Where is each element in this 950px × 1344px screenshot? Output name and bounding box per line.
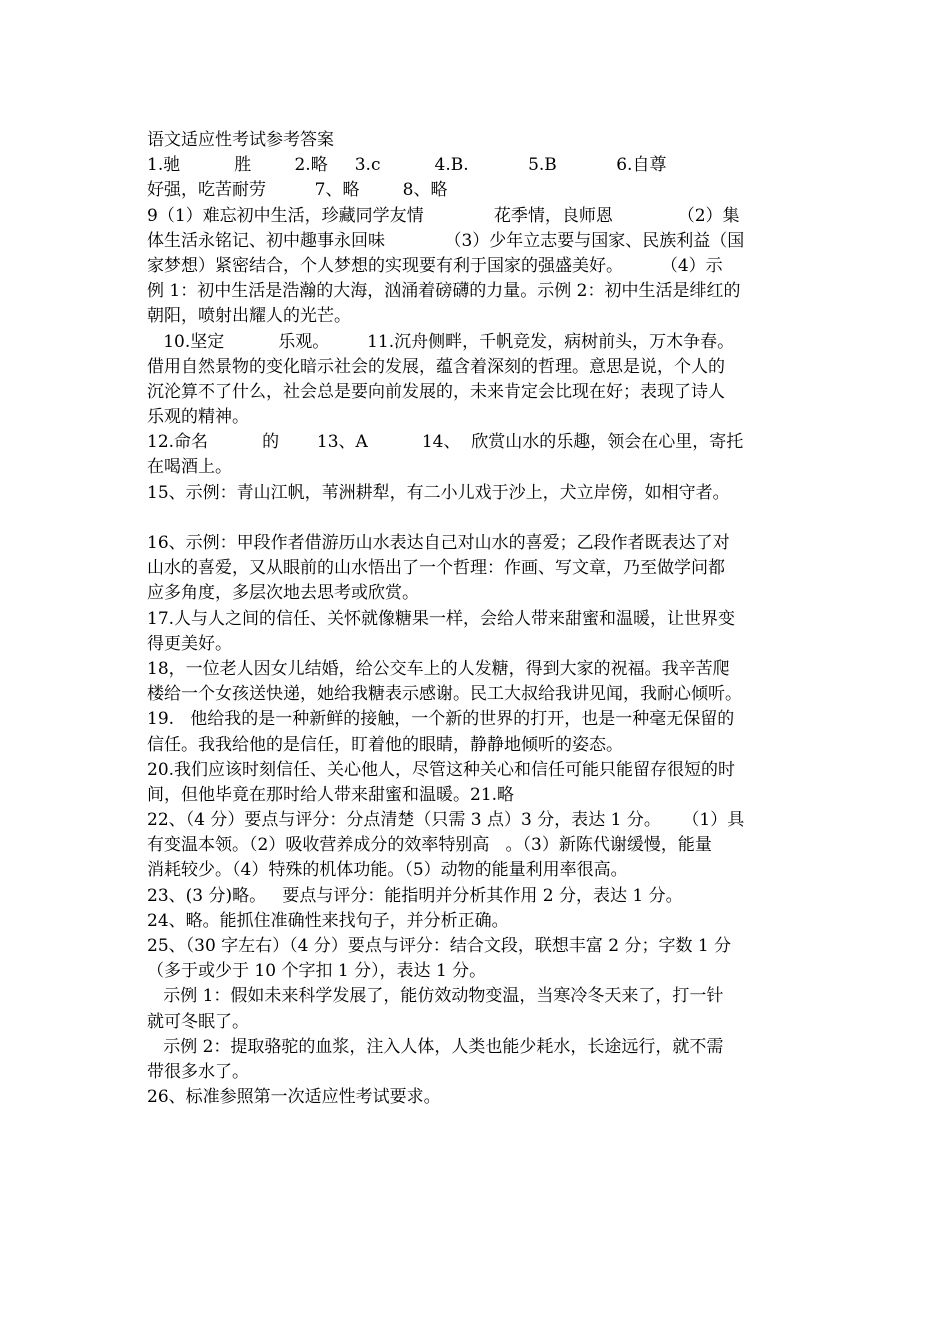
text-line: 10.坚定 乐观。 11.沉舟侧畔，千帆竞发，病树前头，万木争春。	[147, 331, 735, 352]
text-line: 在喝酒上。	[147, 457, 232, 478]
text-line: 朝阳，喷射出耀人的光芒。	[147, 306, 351, 327]
text-line: 借用自然景物的变化暗示社会的发展，蕴含着深刻的哲理。意思是说，个人的	[147, 356, 725, 377]
text-line: 有变温本领。（2）吸收营养成分的效率特别高 。（3）新陈代谢缓慢，能量	[147, 835, 712, 856]
text-line: 沉沦算不了什么，社会总是要向前发展的，未来肯定会比现在好；表现了诗人	[147, 381, 725, 402]
text-line: 示例 2：提取骆驼的血浆，注入人体，人类也能少耗水，长途远行，就不需	[147, 1036, 724, 1057]
blank-line	[147, 506, 810, 531]
text-line: 示例 1：假如未来科学发展了，能仿效动物变温，当寒冷冬天来了，打一针	[147, 986, 724, 1007]
text-line: 应多角度，多层次地去思考或欣赏。	[147, 583, 419, 604]
text-line: 乐观的精神。	[147, 407, 249, 428]
text-line: 信任。我我给他的是信任，盯着他的眼睛，静静地倾听的姿态。	[147, 734, 623, 755]
text-line: 得更美好。	[147, 633, 232, 654]
text-line: 楼给一个女孩送快递，她给我糖表示感谢。民工大叔给我讲见闻，我耐心倾听。	[147, 684, 742, 705]
text-line: 好强，吃苦耐劳 7、略 8、略	[147, 180, 448, 201]
text-line: 间，但他毕竟在那时给人带来甜蜜和温暖。21.略	[147, 784, 515, 805]
text-line: 就可冬眠了。	[147, 1011, 249, 1032]
text-line: 12.命名 的 13、A 14、 欣赏山水的乐趣，领会在心里，寄托	[147, 432, 744, 453]
text-line: 带很多水了。	[147, 1061, 249, 1082]
text-line: 20.我们应该时刻信任、关心他人，尽管这种关心和信任可能只能留存很短的时	[147, 759, 736, 780]
text-line: 17.人与人之间的信任、关怀就像糖果一样，会给人带来甜蜜和温暖，让世界变	[147, 608, 736, 629]
text-line: 山水的喜爱，又从眼前的山水悟出了一个哲理：作画、写文章，乃至做学问都	[147, 558, 725, 579]
text-line: 25、（30 字左右）（4 分）要点与评分：结合文段，联想丰富 2 分；字数 1 分	[147, 936, 732, 956]
text-line: 家梦想）紧密结合，个人梦想的实现要有利于国家的强盛美好。 （4）示	[147, 255, 723, 276]
text-line: 1.驰 胜 2.略 3.c 4.B. 5.B 6.自尊	[147, 155, 667, 176]
text-line: 23、(3 分)略。 要点与评分：能指明并分析其作用 2 分，表达 1 分。	[147, 885, 683, 906]
text-line: 例 1：初中生活是浩瀚的大海，汹涌着磅礴的力量。示例 2：初中生活是绯红的	[147, 281, 741, 302]
text-line: 18，一位老人因女儿结婚，给公交车上的人发糖，得到大家的祝福。我辛苦爬	[147, 658, 730, 679]
text-line: 体生活永铭记、初中趣事永回味 （3）少年立志要与国家、民族利益（国	[147, 230, 745, 251]
answer-document	[147, 128, 810, 1110]
text-line: 16、示例：甲段作者借游历山水表达自己对山水的喜爱；乙段作者既表达了对	[147, 533, 730, 553]
text-line: 19. 他给我的是一种新鲜的接触，一个新的世界的打开，也是一种毫无保留的	[147, 709, 735, 730]
text-line: 22、（4 分）要点与评分：分点清楚（只需 3 点）3 分，表达 1 分。 （1）具	[147, 810, 745, 831]
text-line: 消耗较少。（4）特殊的机体功能。（5）动物的能量利用率很高。	[147, 860, 628, 881]
text-line: 15、示例：青山江帆，苇洲耕犁，有二小儿戏于沙上，犬立岸傍，如相守者。	[147, 482, 730, 503]
text-line: 26、标准参照第一次适应性考试要求。	[147, 1087, 441, 1108]
text-line: （多于或少于 10 个字扣 1 分），表达 1 分。	[147, 961, 487, 982]
text-line: 24、略。能抓住准确性来找句子，并分析正确。	[147, 910, 509, 931]
text-line: 9（1）难忘初中生活，珍藏同学友情 花季情，良师恩 （2）集	[147, 205, 740, 226]
document-title: 语文适应性考试参考答案	[147, 130, 334, 150]
